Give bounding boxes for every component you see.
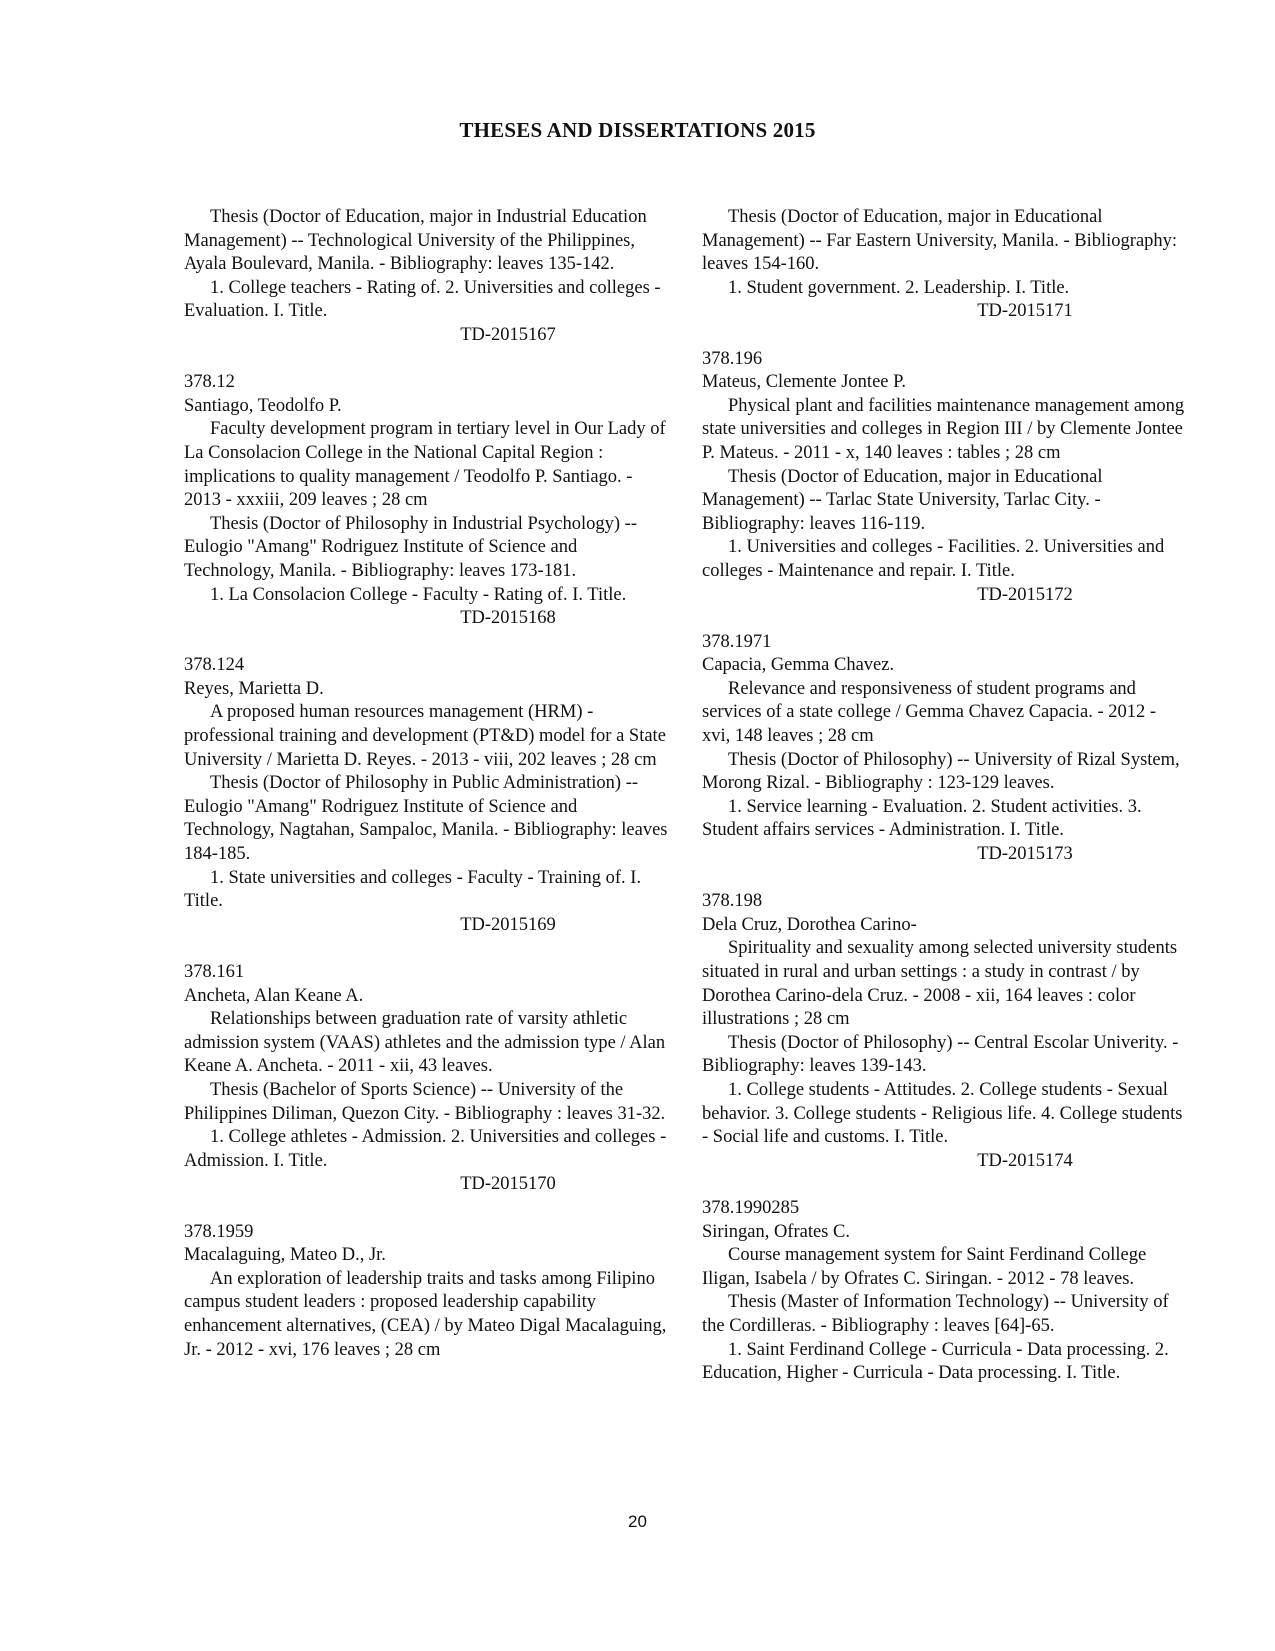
entry-separator <box>702 1173 1188 1197</box>
entry-class-number: 378.1971 <box>702 631 772 652</box>
entry-author: Dela Cruz, Dorothea Carino- <box>702 914 917 935</box>
entry-id: TD-2015174 <box>977 1150 1073 1171</box>
entry-class-number: 378.196 <box>702 348 763 369</box>
entry-title: Course management system for Saint Ferdinand College Iligan, Isabela / by Ofrates C. Siringan. - 2012 - 78 leaves. <box>702 1245 1147 1289</box>
entry-separator <box>702 607 1188 631</box>
entry-separator <box>184 1197 672 1221</box>
entry-author: Santiago, Teodolfo P. <box>184 395 342 416</box>
entry-subjects: 1. College students - Attitudes. 2. College students - Sexual behavior. 3. College students - Religious life. 4. College students - Social life and customs. I. Title. <box>702 1079 1183 1148</box>
entry-id: TD-2015167 <box>460 324 556 345</box>
entry-title: Relationships between graduation rate of varsity athletic admission system (VAAS) athletes and the admission type / Alan Keane A. Ancheta. - 2011 - xii, 43 leaves. <box>184 1009 666 1077</box>
entry-subjects: 1. La Consolacion College - Faculty - Rating of. I. Title. <box>210 584 627 605</box>
entry-subjects: 1. State universities and colleges - Faculty - Training of. I. Title. <box>184 867 642 912</box>
entry-note: Thesis (Doctor of Philosophy) -- Central Escolar Univerity. - Bibliography: leaves 139-143. <box>702 1032 1179 1077</box>
entry-id: TD-2015171 <box>977 301 1073 322</box>
entry-author: Macalaguing, Mateo D., Jr. <box>184 1245 386 1266</box>
entry-id: TD-2015169 <box>460 914 556 935</box>
entry-title: A proposed human resources management (HRM) - professional training and development (PT&D) model for a State University / Marietta D. Reyes. - 2013 - viii, 202 leaves ; 28 cm <box>184 702 666 770</box>
entry-author: Reyes, Marietta D. <box>184 678 324 699</box>
entry-subjects: 1. Student government. 2. Leadership. I. Title. <box>728 277 1070 298</box>
entry-author: Mateus, Clemente Jontee P. <box>702 372 906 393</box>
page-number: 20 <box>628 1512 647 1531</box>
entry-class-number: 378.124 <box>184 655 245 676</box>
entry-author: Ancheta, Alan Keane A. <box>184 985 364 1006</box>
entry-id: TD-2015172 <box>977 584 1073 605</box>
entry-separator <box>184 631 672 655</box>
entry-id: TD-2015173 <box>977 844 1073 865</box>
entry-note: Thesis (Doctor of Philosophy in Industrial Psychology) -- Eulogio "Amang" Rodriguez Institute of Science and Technology, Manila. - Bibliography: leaves 173-181. <box>184 513 637 581</box>
entry-note: Thesis (Doctor of Education, major in Industrial Education Management) -- Technological University of the Philippines, Ayala Boulevard, Manila. - Bibliography: leaves 135-142. <box>184 207 647 275</box>
entry-separator <box>702 324 1188 348</box>
entry-subjects: 1. Saint Ferdinand College - Curricula - Data processing. 2. Education, Higher - Curricula - Data processing. I. Title. <box>702 1339 1169 1384</box>
entry-subjects: 1. Service learning - Evaluation. 2. Student activities. 3. Student affairs services - Administration. I. Title. <box>702 796 1142 841</box>
entry-class-number: 378.12 <box>184 372 235 393</box>
entry-note: Thesis (Master of Information Technology) -- University of the Cordilleras. - Bibliography : leaves [64]-65. <box>702 1292 1169 1336</box>
entry-title: Physical plant and facilities maintenance management among state universities and colleges in Region III / by Clemente Jontee P. Mateus. - 2011 - x, 140 leaves : tables ; 28 cm <box>702 395 1185 463</box>
entry-id: TD-2015170 <box>460 1174 556 1195</box>
entry-note: Thesis (Doctor of Philosophy) -- University of Rizal System, Morong Rizal. - Bibliography : 123-129 leaves. <box>702 749 1180 794</box>
entry-note: Thesis (Doctor of Philosophy in Public Administration) -- Eulogio "Amang" Rodriguez Institute of Science and Technology, Nagtahan, Sampaloc, Manila. - Bibliography: leaves 184-185. <box>184 773 668 865</box>
entry-subjects: 1. Universities and colleges - Facilities. 2. Universities and colleges - Maintenance and repair. I. Title. <box>702 537 1165 581</box>
entry-author: Siringan, Ofrates C. <box>702 1221 850 1242</box>
entry-title: Spirituality and sexuality among selected university students situated in rural and urban settings : a study in contrast / by Dorothea Carino-dela Cruz. - 2008 - xii, 164 leaves : color illustrations ; 28 cm <box>702 938 1178 1030</box>
entry-subjects: 1. College teachers - Rating of. 2. Universities and colleges - Evaluation. I. Title. <box>184 277 661 322</box>
entry-separator <box>184 348 672 372</box>
entry-note: Thesis (Doctor of Education, major in Educational Management) -- Far Eastern University, Manila. - Bibliography: leaves 154-160. <box>702 207 1178 275</box>
entry-id: TD-2015168 <box>460 608 556 629</box>
left-column <box>184 206 672 1362</box>
entry-title: An exploration of leadership traits and tasks among Filipino campus student leaders : proposed leadership capability enhancement alternatives, (CEA) / by Mateo Digal Macalaguing, Jr. - 2012 - xvi, 176 leaves ; 28 cm <box>184 1268 667 1360</box>
entry-note: Thesis (Doctor of Education, major in Educational Management) -- Tarlac State University, Tarlac City. - Bibliography: leaves 116-119. <box>702 466 1103 534</box>
right-column <box>702 206 1188 1386</box>
entry-title: Faculty development program in tertiary level in Our Lady of La Consolacion College in the National Capital Region : implications to quality management / Teodolfo P. Santiago. - 2013 - xxxiii, 209 leaves ; 28 cm <box>184 419 666 511</box>
entry-separator <box>702 867 1188 891</box>
entry-subjects: 1. College athletes - Admission. 2. Universities and colleges - Admission. I. Title. <box>184 1127 667 1171</box>
entry-class-number: 378.161 <box>184 962 245 982</box>
entry-class-number: 378.198 <box>702 891 763 912</box>
entry-separator <box>184 937 672 961</box>
entry-title: Relevance and responsiveness of student programs and services of a state college / Gemma Chavez Capacia. - 2012 - xvi, 148 leaves ; 28 cm <box>702 678 1157 747</box>
page-title: THESES AND DISSERTATIONS 2015 <box>459 118 816 142</box>
entry-author: Capacia, Gemma Chavez. <box>702 655 895 676</box>
entry-class-number: 378.1959 <box>184 1221 254 1242</box>
entry-note: Thesis (Bachelor of Sports Science) -- University of the Philippines Diliman, Quezon City. - Bibliography : leaves 31-32. <box>184 1079 666 1124</box>
entry-class-number: 378.1990285 <box>702 1197 800 1218</box>
